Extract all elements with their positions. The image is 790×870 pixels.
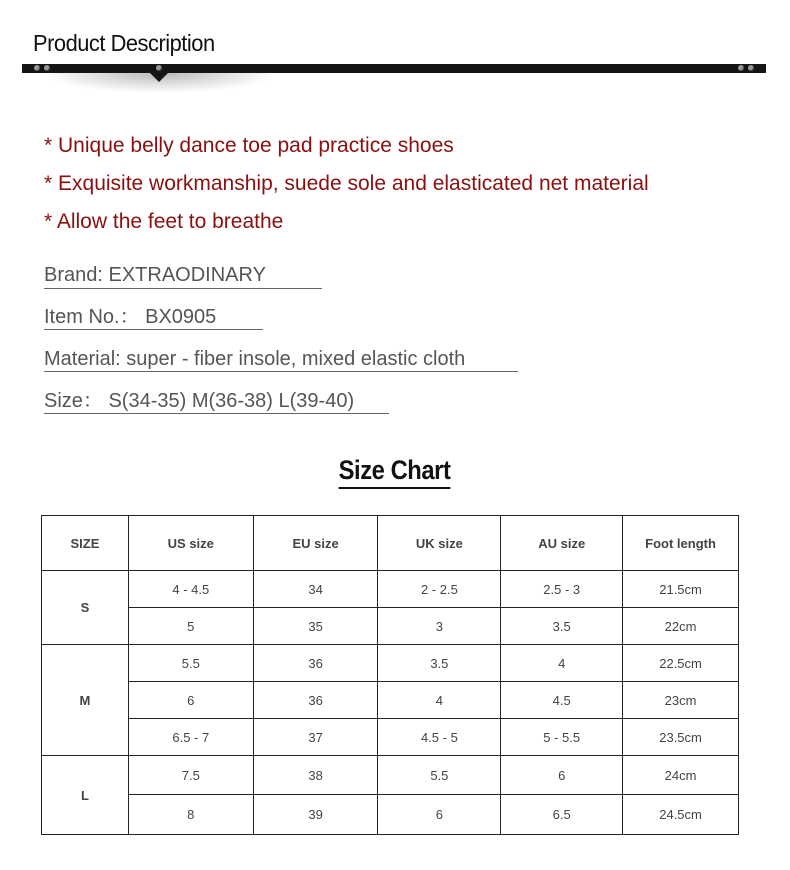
table-cell: 4 - 4.5	[128, 571, 253, 608]
table-cell: 7.5	[128, 756, 253, 795]
table-cell: 5	[128, 608, 253, 645]
table-row	[42, 682, 739, 719]
spec-brand: Brand: EXTRAODINARY	[44, 264, 266, 286]
table-cell: 2.5 - 3	[501, 571, 623, 608]
size-group-cell: L	[42, 756, 129, 835]
table-cell: 34	[253, 571, 378, 608]
table-cell: 23.5cm	[623, 719, 739, 756]
table-cell: 5.5	[378, 756, 501, 795]
table-cell: 38	[253, 756, 378, 795]
feature-list	[44, 131, 649, 245]
size-chart-title: Size Chart	[339, 455, 451, 489]
header-pointer-icon	[150, 73, 168, 82]
spec-underline	[44, 329, 263, 330]
table-row	[42, 608, 739, 645]
section-title: Product Description	[33, 30, 215, 56]
table-cell: 24cm	[623, 756, 739, 795]
column-header: SIZE	[42, 516, 129, 571]
spec-underline	[44, 371, 518, 372]
rivet-icon	[748, 65, 754, 71]
table-cell: 4.5 - 5	[378, 719, 501, 756]
table-cell: 36	[253, 645, 378, 682]
table-cell: 36	[253, 682, 378, 719]
table-cell: 6	[501, 756, 623, 795]
table-cell: 21.5cm	[623, 571, 739, 608]
table-cell: 23cm	[623, 682, 739, 719]
table-cell: 4	[378, 682, 501, 719]
feature-item: * Unique belly dance toe pad practice shoes	[44, 134, 454, 157]
size-group-cell: M	[42, 645, 129, 756]
table-cell: 5 - 5.5	[501, 719, 623, 756]
table-row	[42, 645, 739, 682]
rivet-icon	[34, 65, 40, 71]
table-cell: 5.5	[128, 645, 253, 682]
spec-underline	[44, 413, 389, 414]
column-header: Foot length	[623, 516, 739, 571]
column-header: AU size	[501, 516, 623, 571]
table-row	[42, 795, 739, 835]
feature-item: * Exquisite workmanship, suede sole and elasticated net material	[44, 172, 649, 195]
table-cell: 8	[128, 795, 253, 835]
table-cell: 6.5	[501, 795, 623, 835]
feature-item: * Allow the feet to breathe	[44, 210, 284, 233]
spec-underline	[44, 288, 322, 289]
table-header-row	[42, 516, 739, 571]
table-cell: 37	[253, 719, 378, 756]
column-header: EU size	[253, 516, 378, 571]
table-cell: 4	[501, 645, 623, 682]
table-cell: 6.5 - 7	[128, 719, 253, 756]
column-header: US size	[128, 516, 253, 571]
size-group-cell: S	[42, 571, 129, 645]
table-cell: 3	[378, 608, 501, 645]
table-row	[42, 571, 739, 608]
table-cell: 22.5cm	[623, 645, 739, 682]
table-cell: 6	[378, 795, 501, 835]
table-cell: 39	[253, 795, 378, 835]
size-chart-heading	[0, 455, 790, 489]
table-cell: 6	[128, 682, 253, 719]
table-row	[42, 756, 739, 795]
rivet-icon	[44, 65, 50, 71]
rivet-icon	[156, 65, 162, 71]
column-header: UK size	[378, 516, 501, 571]
spec-material: Material: super - fiber insole, mixed elastic cloth	[44, 348, 466, 370]
rivet-icon	[738, 65, 744, 71]
table-cell: 3.5	[501, 608, 623, 645]
table-cell: 22cm	[623, 608, 739, 645]
table-cell: 35	[253, 608, 378, 645]
table-cell: 2 - 2.5	[378, 571, 501, 608]
table-cell: 3.5	[378, 645, 501, 682]
table-cell: 24.5cm	[623, 795, 739, 835]
header-bar	[22, 64, 766, 73]
spec-size: Size： S(34-35) M(36-38) L(39-40)	[44, 390, 355, 412]
spec-item-no: Item No.： BX0905	[44, 306, 217, 328]
table-row	[42, 719, 739, 756]
table-cell: 4.5	[501, 682, 623, 719]
size-chart-table	[41, 515, 739, 835]
